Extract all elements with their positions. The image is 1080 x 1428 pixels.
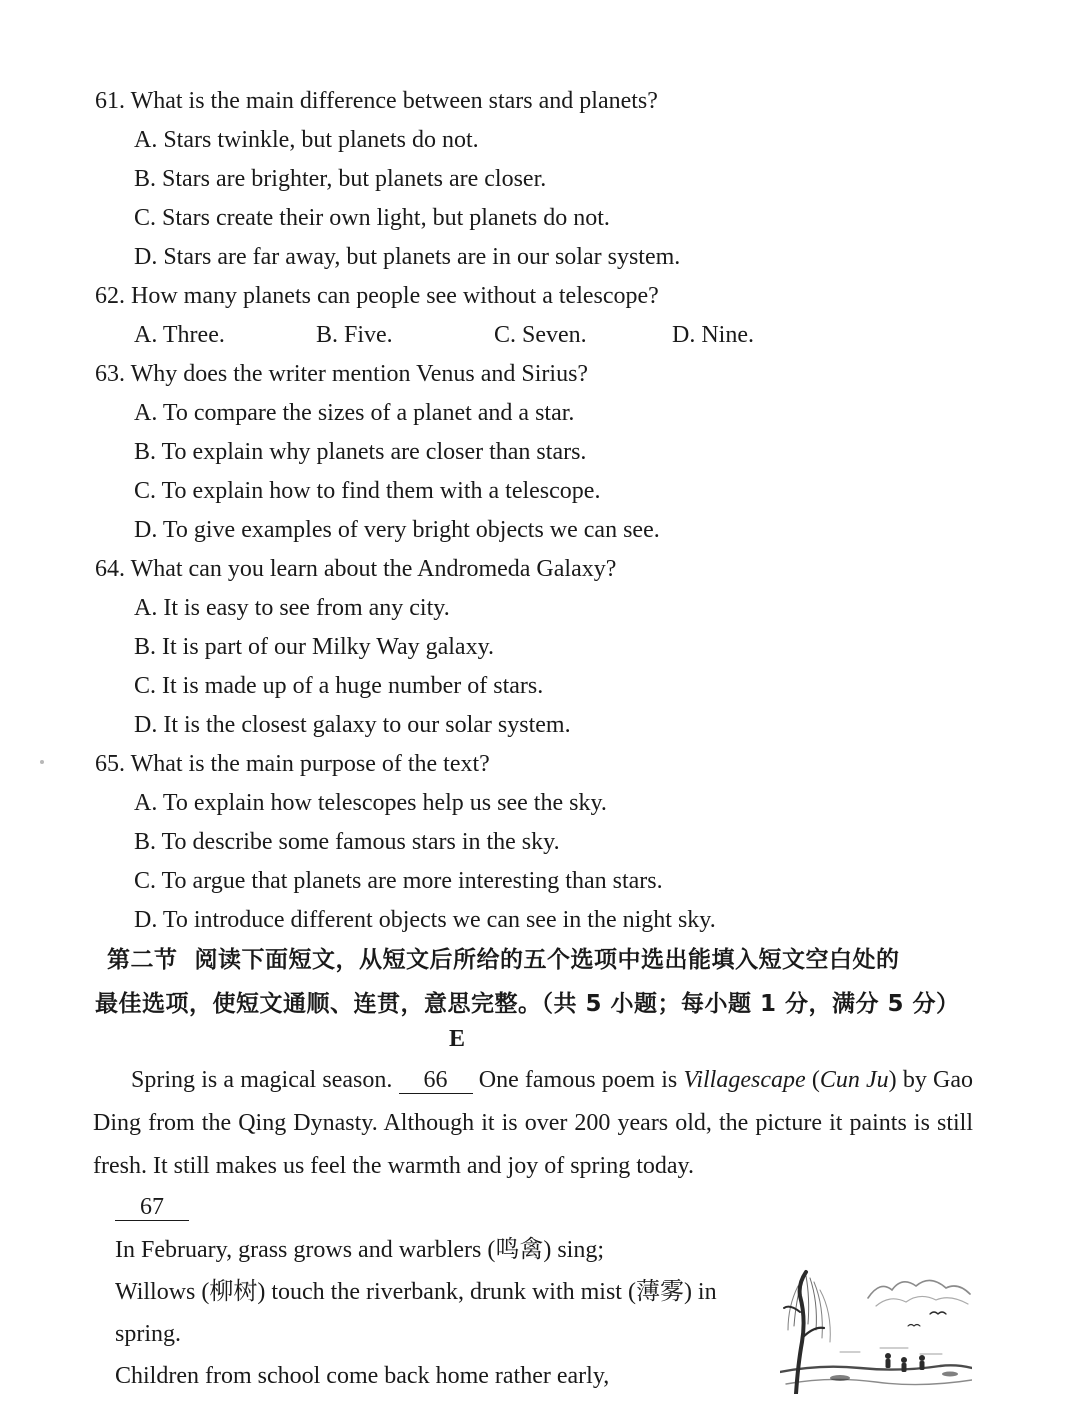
- question-number: 65.: [95, 751, 125, 777]
- poem-title: Villagescape: [683, 1067, 806, 1093]
- section-label: 第二节: [107, 947, 178, 973]
- passage-sentence: Spring is a magical season.: [131, 1067, 393, 1093]
- blank-67[interactable]: 67: [115, 1194, 189, 1221]
- question-62-stem: [95, 281, 659, 311]
- question-65-option-a: A. To explain how telescopes help us see the sky.: [134, 790, 607, 816]
- paren: ): [888, 1067, 897, 1093]
- section-instructions: [95, 938, 975, 1026]
- question-63-option-a: A. To compare the sizes of a planet and a star.: [134, 400, 575, 426]
- question-61-option-b: B. Stars are brighter, but planets are closer.: [134, 166, 547, 192]
- section-instruction-line-2: 最佳选项，使短文通顺、连贯，意思完整。（共 5 小题；每小题 1 分，满分 5 分）: [95, 991, 960, 1017]
- poem-title-pinyin: Cun Ju: [819, 1067, 889, 1093]
- passage-paragraph-1: [93, 1059, 973, 1188]
- question-64-option-d: D. It is the closest galaxy to our solar system.: [134, 712, 571, 738]
- question-text: What is the main difference between stars and planets?: [130, 88, 658, 114]
- question-63-option-c: C. To explain how to find them with a telescope.: [134, 478, 601, 504]
- question-63-stem: [95, 359, 588, 389]
- question-61-stem: [95, 86, 658, 116]
- question-number: 61.: [95, 88, 125, 114]
- paren: (: [811, 1067, 820, 1093]
- question-number: 62.: [95, 283, 125, 309]
- passage-sentence: by Gao Ding from the Qing Dynasty. Although it is over 200 years old, the picture it paints is still fresh. It still makes us feel the warmth and joy of spring today.: [93, 1067, 974, 1179]
- blank-66[interactable]: 66: [399, 1067, 473, 1094]
- question-text: What is the main purpose of the text?: [130, 751, 490, 777]
- ink-landscape-icon: [780, 1268, 972, 1394]
- question-65-stem: [95, 749, 490, 779]
- question-65-option-d: D. To introduce different objects we can see in the night sky.: [134, 907, 716, 933]
- question-61-option-a: A. Stars twinkle, but planets do not.: [134, 127, 479, 153]
- question-64-option-b: B. It is part of our Milky Way galaxy.: [134, 634, 495, 660]
- question-63-option-d: D. To give examples of very bright objects we can see.: [134, 517, 660, 543]
- question-64-option-a: A. It is easy to see from any city.: [134, 595, 450, 621]
- section-instruction-line-1: [95, 938, 975, 982]
- poem-line-4: Children from school come back home rather early,: [115, 1363, 610, 1389]
- poem-line-1: In February, grass grows and warblers (鸣禽) sing;: [115, 1237, 604, 1263]
- question-62-option-d: D. Nine.: [672, 322, 754, 348]
- question-number: 64.: [95, 556, 125, 582]
- scan-speck: [40, 760, 44, 764]
- question-65-option-b: B. To describe some famous stars in the sky.: [134, 829, 560, 855]
- question-number: 63.: [95, 361, 125, 387]
- blank-67-row: [115, 1192, 189, 1222]
- question-text: Why does the writer mention Venus and Sirius?: [130, 361, 589, 387]
- poem-line-3: spring.: [115, 1321, 181, 1347]
- question-62-option-c: C. Seven.: [494, 322, 587, 348]
- question-63-option-b: B. To explain why planets are closer than stars.: [134, 439, 587, 465]
- poem-line-2: Willows (柳树) touch the riverbank, drunk with mist (薄雾) in: [115, 1279, 717, 1305]
- question-62-option-b: B. Five.: [316, 322, 393, 348]
- passage-sentence: One famous poem is: [478, 1067, 678, 1093]
- question-65-option-c: C. To argue that planets are more interesting than stars.: [134, 868, 663, 894]
- question-61-option-c: C. Stars create their own light, but planets do not.: [134, 205, 610, 231]
- section-instruction-text: 阅读下面短文，从短文后所给的五个选项中选出能填入短文空白处的: [194, 947, 900, 973]
- question-text: What can you learn about the Andromeda Galaxy?: [130, 556, 617, 582]
- question-64-stem: [95, 554, 616, 584]
- passage-letter: E: [448, 1026, 465, 1052]
- question-62-option-a: A. Three.: [134, 322, 225, 348]
- question-64-option-c: C. It is made up of a huge number of stars.: [134, 673, 544, 699]
- question-text: How many planets can people see without a telescope?: [131, 283, 659, 309]
- question-61-option-d: D. Stars are far away, but planets are in our solar system.: [134, 244, 681, 270]
